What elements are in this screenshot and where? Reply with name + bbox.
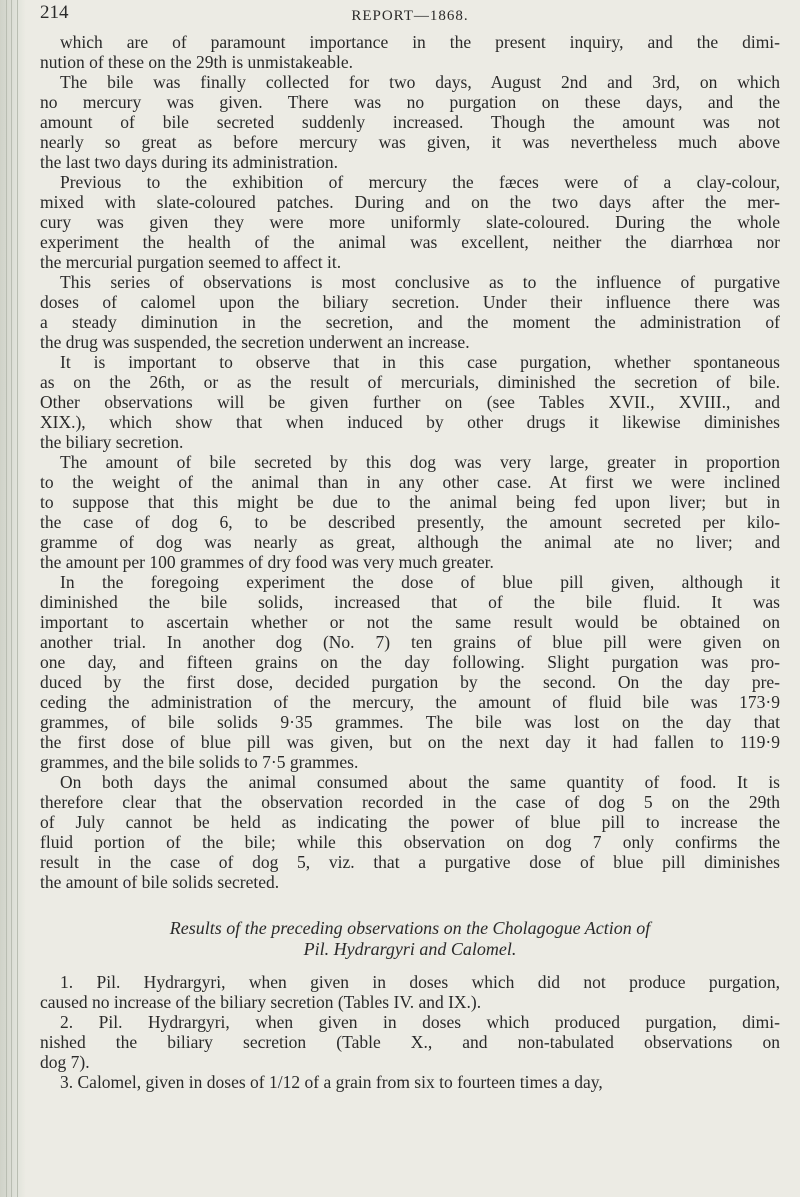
paragraph-line: duced by the first dose, decided purgation by the second. On the day pre- [40,672,780,692]
paragraph-line: gramme of dog was nearly as great, although the animal ate no liver; and [40,532,780,552]
paragraph [40,32,780,72]
paragraph-line: cury was given they were more uniformly slate-coloured. During the whole [40,212,780,232]
page-binding-edge [0,0,26,1197]
paragraph-line: the case of dog 6, to be described presently, the amount secreted per kilo- [40,512,780,532]
document-page [40,2,780,1092]
results-item-line: 1. Pil. Hydrargyri, when given in doses which did not produce purgation, [60,972,780,992]
results-item-line: nished the biliary secretion (Table X., and non-tabulated observations on [40,1032,780,1052]
paragraph-line: On both days the animal consumed about the same quantity of food. It is [60,772,780,792]
paragraph-line: therefore clear that the observation recorded in the case of dog 5 on the 29th [40,792,780,812]
paragraph-line: mixed with slate-coloured patches. During and on the two days after the mer- [40,192,780,212]
paragraph-line: the last two days during its administration. [40,152,338,172]
paragraph-line: diminished the bile solids, increased that of the bile fluid. It was [40,592,780,612]
paragraph-line: grammes, and the bile solids to 7·5 grammes. [40,752,359,772]
paragraph-line: ceding the administration of the mercury, the amount of fluid bile was 173·9 [40,692,780,712]
paragraph [40,272,780,352]
page-number: 214 [40,2,69,23]
paragraph-line: This series of observations is most conclusive as to the influence of purgative [60,272,780,292]
paragraph-line: amount of bile secreted suddenly increased. Though the amount was not [40,112,780,132]
paragraph-line: to the weight of the animal than in any other case. At first we were inclined [40,472,780,492]
paragraph [40,452,780,572]
paragraph [40,352,780,452]
running-head: REPORT—1868. [351,8,469,24]
paragraph-line: grammes, of bile solids 9·35 grammes. The bile was lost on the day that [40,712,780,732]
paragraph-line: another trial. In another dog (No. 7) ten grains of blue pill were given on [40,632,780,652]
results-heading-line-1: Results of the preceding observations on the Cholagogue Action of [169,918,651,938]
results-item-line: 3. Calomel, given in doses of 1/12 of a grain from six to fourteen times a day, [60,1072,603,1092]
paragraph-line: no mercury was given. There was no purgation on these days, and the [40,92,780,112]
results-heading-line-2: Pil. Hydrargyri and Calomel. [303,939,517,959]
paragraph-line: experiment the health of the animal was excellent, neither the diarrhœa nor [40,232,780,252]
paragraph-line: nution of these on the 29th is unmistakeable. [40,52,354,72]
results-list [40,972,780,1092]
paragraph [40,572,780,772]
results-item-line: caused no increase of the biliary secretion (Tables IV. and IX.). [40,992,482,1012]
paragraph-line: the drug was suspended, the secretion underwent an increase. [40,332,470,352]
paragraph-line: a steady diminution in the secretion, and the moment the administration of [40,312,780,332]
paragraph-line: the biliary secretion. [40,432,184,452]
paragraph-line: one day, and fifteen grains on the day following. Slight purgation was pro- [40,652,780,672]
results-item [40,1012,780,1072]
paragraph-line: which are of paramount importance in the present inquiry, and the dimi- [60,32,780,52]
paragraph [40,172,780,272]
paragraph-line: nearly so great as before mercury was given, it was nevertheless much above [40,132,780,152]
body-text [40,32,780,892]
paragraph-line: Other observations will be given further on (see Tables XVII., XVIII., and [40,392,780,412]
results-heading [40,918,780,960]
paragraph [40,772,780,892]
paragraph [40,72,780,172]
paragraph-line: It is important to observe that in this case purgation, whether spontaneous [60,352,780,372]
paragraph-line: fluid portion of the bile; while this observation on dog 7 only confirms the [40,832,780,852]
paragraph-line: doses of calomel upon the biliary secretion. Under their influence there was [40,292,780,312]
paragraph-line: The bile was finally collected for two days, August 2nd and 3rd, on which [60,72,780,92]
paragraph-line: the amount of bile solids secreted. [40,872,280,892]
paragraph-line: XIX.), which show that when induced by other drugs it likewise diminishes [40,412,780,432]
results-item-line: 2. Pil. Hydrargyri, when given in doses which produced purgation, dimi- [60,1012,780,1032]
paragraph-line: the mercurial purgation seemed to affect it. [40,252,342,272]
paragraph-line: as on the 26th, or as the result of mercurials, diminished the secretion of bile. [40,372,780,392]
results-item-line: dog 7). [40,1052,90,1072]
paragraph-line: to suppose that this might be due to the animal being fed upon liver; but in [40,492,780,512]
results-item [40,1072,780,1092]
paragraph-line: the first dose of blue pill was given, but on the next day it had fallen to 119·9 [40,732,780,752]
paragraph-line: the amount per 100 grammes of dry food was very much greater. [40,552,494,572]
results-item [40,972,780,1012]
paragraph-line: The amount of bile secreted by this dog was very large, greater in proportion [60,452,780,472]
paragraph-line: result in the case of dog 5, viz. that a purgative dose of blue pill diminishes [40,852,780,872]
paragraph-line: Previous to the exhibition of mercury the fæces were of a clay-colour, [60,172,780,192]
paragraph-line: of July cannot be held as indicating the power of blue pill to increase the [40,812,780,832]
paragraph-line: In the foregoing experiment the dose of blue pill given, although it [60,572,780,592]
page-header [40,2,780,32]
paragraph-line: important to ascertain whether or not the same result would be obtained on [40,612,780,632]
